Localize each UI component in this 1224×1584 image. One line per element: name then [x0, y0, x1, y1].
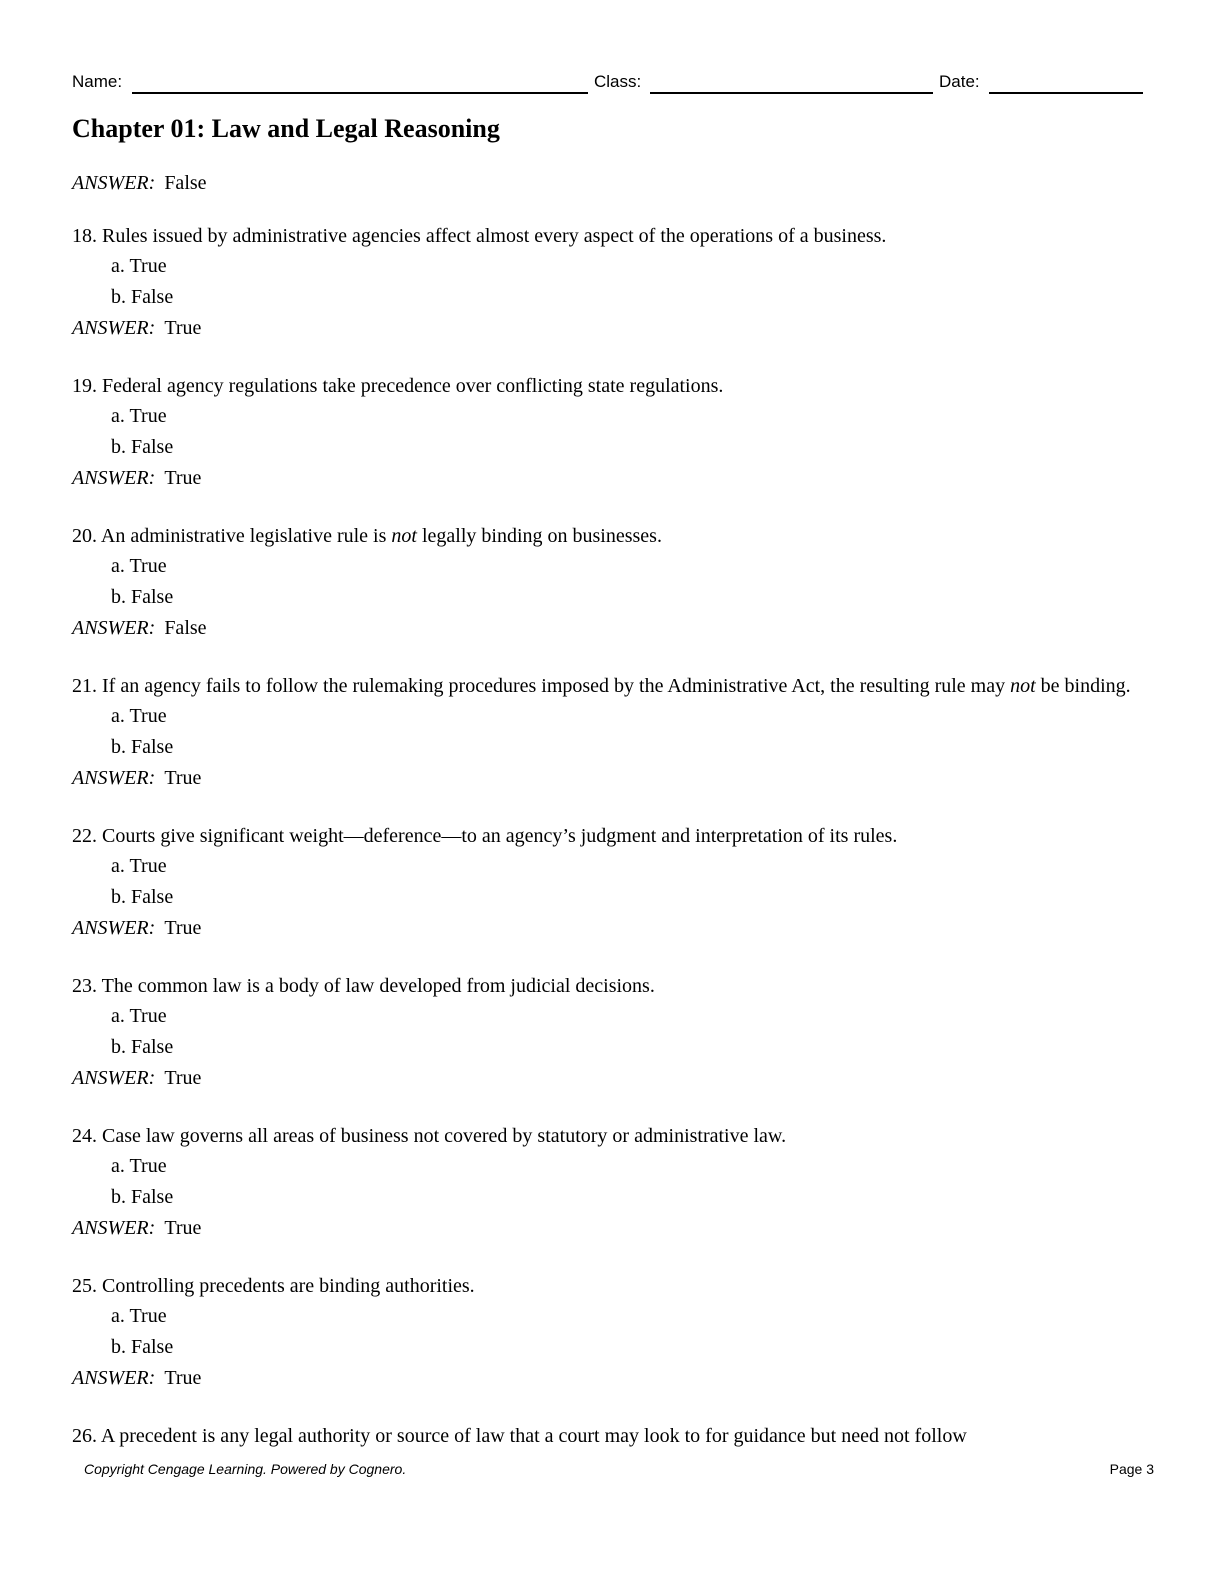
answer-line — [72, 463, 1147, 494]
answer-line — [72, 1063, 1147, 1094]
answer-value: True — [164, 917, 202, 939]
answer-line — [72, 313, 1147, 344]
question-number: 24. — [72, 1125, 97, 1147]
option-b: b. False — [111, 436, 174, 458]
option-b: b. False — [111, 886, 174, 908]
answer-value: True — [164, 1067, 202, 1089]
page-number: Page 3 — [1109, 1461, 1154, 1477]
answer-label: ANSWER: — [72, 917, 156, 939]
question-stem — [72, 522, 1147, 551]
question-text-end: legally binding on businesses. — [416, 525, 662, 547]
question-item — [72, 372, 1147, 494]
option-b: b. False — [111, 1036, 174, 1058]
option-a: a. True — [111, 1305, 167, 1327]
answer-label: ANSWER: — [72, 172, 156, 194]
question-number: 23. — [72, 975, 97, 997]
question-item — [72, 522, 1147, 644]
answer-value: True — [164, 467, 202, 489]
answer-label: ANSWER: — [72, 1067, 156, 1089]
name-blank — [132, 92, 588, 94]
question-number: 22. — [72, 825, 97, 847]
option-a: a. True — [111, 1155, 167, 1177]
question-item — [72, 972, 1147, 1094]
question-text: The common law is a body of law developed from judicial decisions. — [101, 975, 655, 997]
answer-line — [72, 913, 1147, 944]
answer-line — [72, 763, 1147, 794]
question-text: Controlling precedents are binding authorities. — [102, 1275, 475, 1297]
question-text-end: be binding. — [1035, 675, 1131, 697]
question-stem — [72, 222, 1147, 251]
chapter-title: Chapter 01: Law and Legal Reasoning — [72, 114, 500, 143]
question-item — [72, 672, 1147, 794]
answer-label: ANSWER: — [72, 1217, 156, 1239]
option-a: a. True — [111, 405, 167, 427]
question-stem — [72, 1422, 1147, 1451]
answer-value: True — [164, 767, 202, 789]
copyright-text: Copyright Cengage Learning. Powered by Cognero. — [84, 1461, 407, 1477]
option-a: a. True — [111, 855, 167, 877]
question-number: 25. — [72, 1275, 97, 1297]
question-stem — [72, 1272, 1147, 1301]
question-emphasis: not — [1010, 675, 1036, 697]
answer-label: ANSWER: — [72, 467, 156, 489]
question-item — [72, 1122, 1147, 1244]
option-a: a. True — [111, 555, 167, 577]
question-item — [72, 222, 1147, 344]
name-label: Name: — [72, 72, 123, 91]
student-info-header — [72, 70, 1143, 98]
question-stem — [72, 1122, 1147, 1151]
question-stem — [72, 672, 1147, 701]
question-text: Rules issued by administrative agencies affect almost every aspect of the operations of a business. — [102, 225, 887, 247]
option-b: b. False — [111, 1186, 174, 1208]
answer-label: ANSWER: — [72, 767, 156, 789]
question-stem — [72, 372, 1147, 401]
answer-label: ANSWER: — [72, 617, 156, 639]
question-number: 18. — [72, 225, 97, 247]
answer-label: ANSWER: — [72, 1367, 156, 1389]
question-text: Courts give significant weight—deference—to an agency’s judgment and interpretation of its rules. — [102, 825, 898, 847]
class-label: Class: — [594, 72, 642, 91]
answer-value: True — [164, 1367, 202, 1389]
date-blank — [989, 92, 1143, 94]
question-text: A precedent is any legal authority or source of law that a court may look to for guidance but need not follow — [100, 1425, 967, 1447]
option-a: a. True — [111, 1005, 167, 1027]
question-stem — [72, 972, 1147, 1001]
class-blank — [650, 92, 933, 94]
date-label: Date: — [939, 72, 980, 91]
answer-line — [72, 1363, 1147, 1394]
page-footer — [84, 1461, 1154, 1481]
option-a: a. True — [111, 255, 167, 277]
question-emphasis: not — [391, 525, 417, 547]
answer-value: False — [164, 617, 207, 639]
answer-line — [72, 1213, 1147, 1244]
question-number: 26. — [72, 1425, 97, 1447]
question-item — [72, 1422, 1147, 1451]
answer-label: ANSWER: — [72, 317, 156, 339]
option-a: a. True — [111, 705, 167, 727]
option-b: b. False — [111, 736, 174, 758]
option-b: b. False — [111, 586, 174, 608]
answer-value: True — [164, 317, 202, 339]
question-number: 19. — [72, 375, 97, 397]
question-stem — [72, 822, 1147, 851]
answer-line — [72, 613, 1147, 644]
answer-value: False — [164, 172, 207, 194]
question-text: If an agency fails to follow the rulemaking procedures imposed by the Administrative Act, the resulting rule may — [102, 675, 1011, 697]
previous-answer — [72, 168, 207, 199]
question-item — [72, 1272, 1147, 1394]
question-item — [72, 822, 1147, 944]
question-text: An administrative legislative rule is — [100, 525, 392, 547]
question-text: Federal agency regulations take precedence over conflicting state regulations. — [102, 375, 724, 397]
question-number: 21. — [72, 675, 97, 697]
option-b: b. False — [111, 1336, 174, 1358]
option-b: b. False — [111, 286, 174, 308]
answer-value: True — [164, 1217, 202, 1239]
question-text: Case law governs all areas of business not covered by statutory or administrative law. — [102, 1125, 787, 1147]
question-list — [72, 222, 1147, 1479]
question-number: 20. — [72, 525, 97, 547]
